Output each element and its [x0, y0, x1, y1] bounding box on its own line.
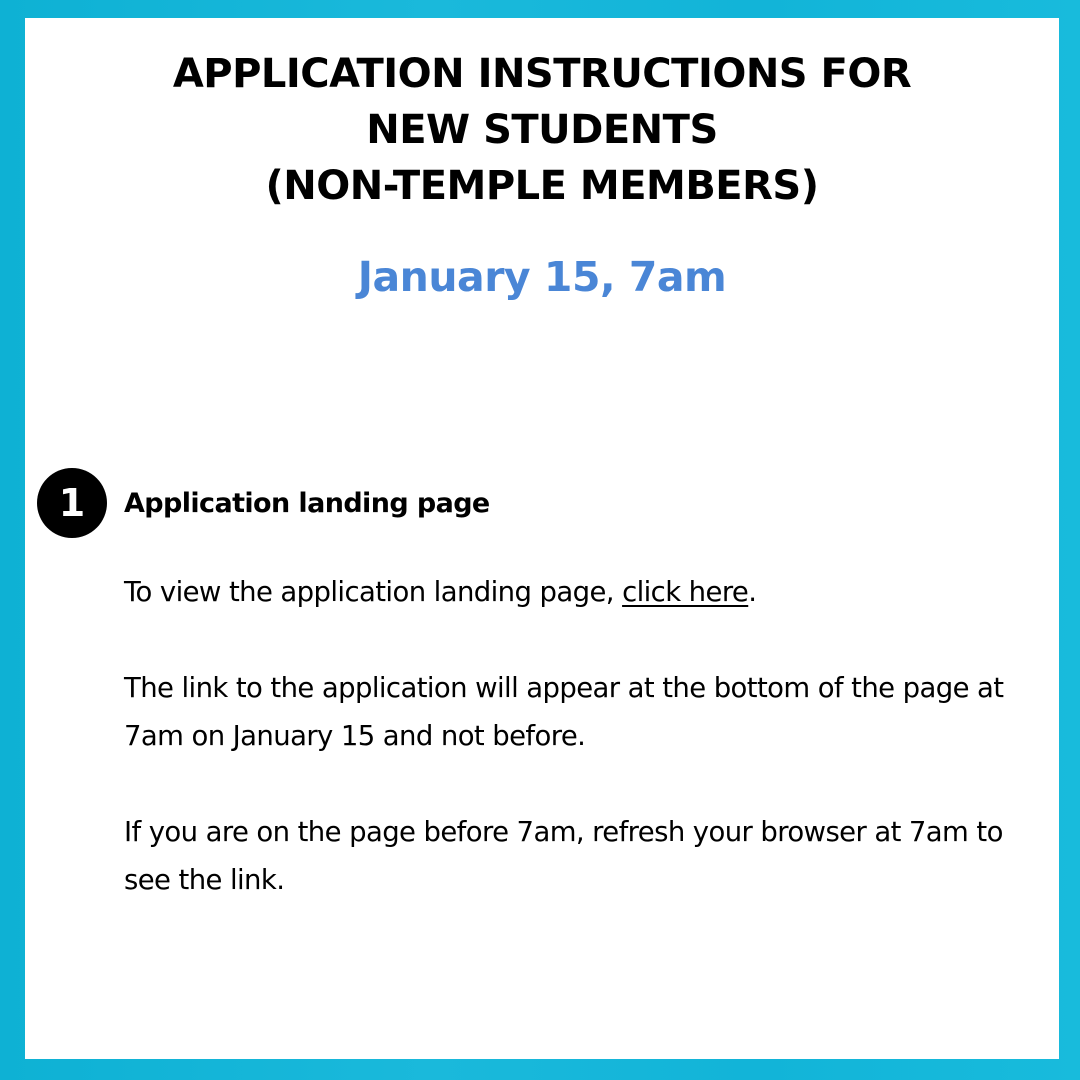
instruction-card	[25, 18, 1059, 1059]
step-heading: Application landing page	[124, 488, 490, 519]
application-date: January 15, 7am	[357, 253, 727, 301]
click-here-link[interactable]: click here	[622, 576, 749, 609]
title-line-1: APPLICATION INSTRUCTIONS FOR	[172, 51, 912, 97]
title-line-3: (NON-TEMPLE MEMBERS)	[265, 163, 819, 209]
landing-page-paragraph	[124, 568, 1029, 616]
paragraph-text: To view the application landing page,	[124, 576, 623, 609]
title-line-2: NEW STUDENTS	[366, 107, 718, 153]
link-timing-paragraph: The link to the application will appear at the bottom of the page at 7am on January 15 and not before.	[124, 672, 1004, 753]
step-content	[124, 488, 1029, 952]
paragraph-punctuation: .	[748, 576, 757, 609]
step-number-badge: 1	[37, 468, 107, 538]
refresh-browser-paragraph: If you are on the page before 7am, refresh your browser at 7am to see the link.	[124, 816, 1003, 897]
page-title	[25, 46, 1059, 214]
